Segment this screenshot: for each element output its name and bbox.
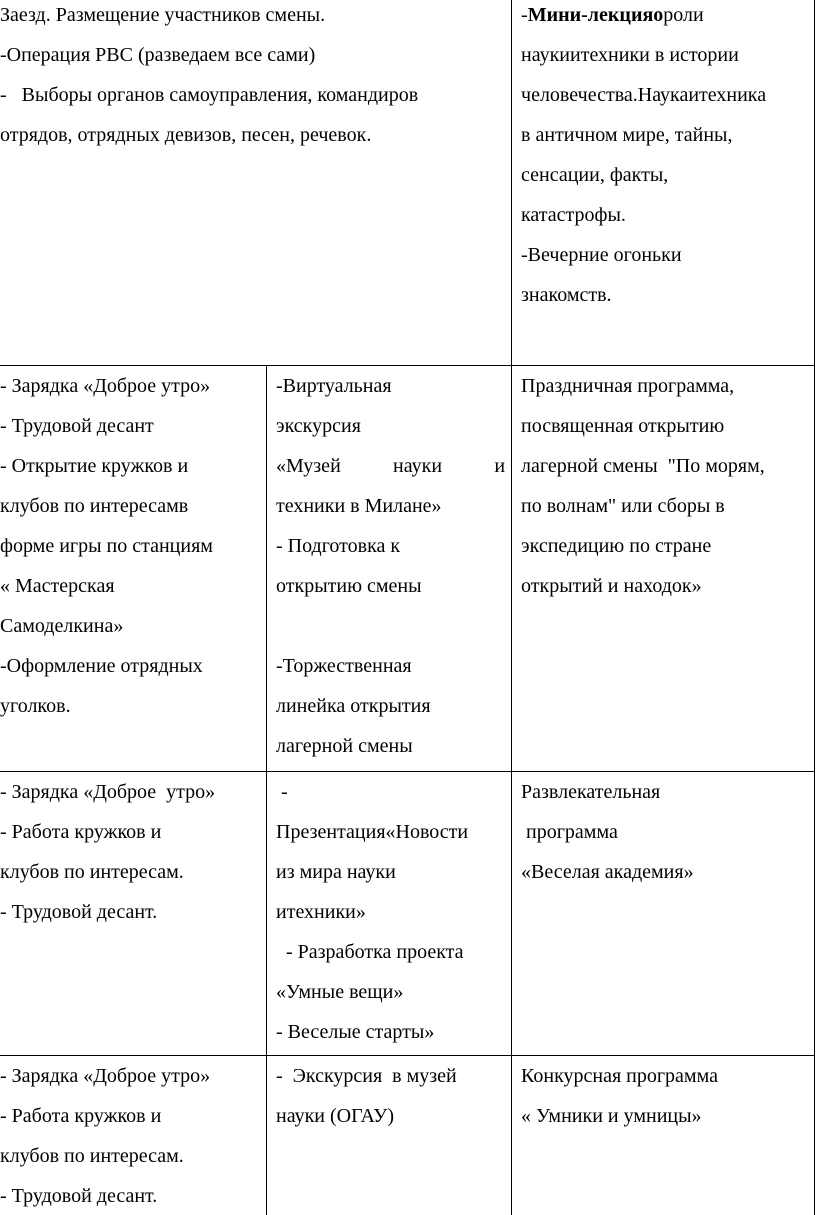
table-row (0, 0, 815, 366)
text-line: - Экскурсия в музей (276, 1065, 457, 1087)
text-line: сенсации, факты, (521, 164, 669, 186)
text-line: посвященная открытию (521, 415, 725, 437)
text-line: - Разработка проекта (276, 941, 464, 963)
text-line: итехники» (276, 901, 366, 923)
text-line: Презентация«Новости (276, 821, 469, 843)
table-row (0, 366, 815, 772)
text-line: -Виртуальная (276, 375, 392, 397)
text-line: клубов по интересам. (0, 861, 184, 883)
table-row (0, 1056, 815, 1215)
text-line: - (276, 781, 288, 803)
day3-morning-cell (0, 772, 267, 1056)
lecture-prefix: - (521, 4, 528, 26)
text-line: « Мастерская (0, 575, 115, 597)
day3-evening-cell (512, 772, 815, 1056)
text-line: экспедицию по стране (521, 535, 712, 557)
text-line: - Работа кружков и (0, 1105, 162, 1127)
day2-evening-cell (512, 366, 815, 772)
text-line: - Трудовой десант (0, 415, 154, 437)
text-line: лагерной смены (276, 735, 413, 757)
text-line: программа (521, 821, 618, 843)
text-line: отрядов, отрядных девизов, песен, речевок. (0, 124, 372, 146)
text-line: -Оформление отрядных (0, 655, 203, 677)
text-line: -Операция РВС (разведаем все сами) (0, 44, 316, 66)
text-line: Заезд. Размещение участников смены. (0, 4, 326, 26)
lecture-rest: роли (663, 4, 704, 26)
text-line: - Трудовой десант. (0, 1185, 158, 1207)
paragraph-gap (276, 606, 505, 646)
day2-afternoon-cell (267, 366, 512, 772)
text-line: «Музей науки и (276, 455, 506, 477)
text-line: - Работа кружков и (0, 821, 162, 843)
text-line: знакомств. (521, 284, 612, 306)
text-line: - Трудовой десант. (0, 901, 158, 923)
text-line: клубов по интересам. (0, 1145, 184, 1167)
day4-morning-cell (0, 1056, 267, 1215)
text-line: - Веселые старты» (276, 1021, 435, 1043)
day2-morning-cell (0, 366, 267, 772)
text-line: техники в Милане» (276, 495, 442, 517)
text-line: лагерной смены "По морям, (521, 455, 765, 477)
text-line: Развлекательная (521, 781, 661, 803)
text-line: Конкурсная программа (521, 1065, 718, 1087)
text-line: - Зарядка «Доброе утро» (0, 375, 211, 397)
day1-activities-cell (0, 0, 512, 366)
day1-evening-cell (512, 0, 815, 366)
text-line: клубов по интересамв (0, 495, 189, 517)
text-line: наукиитехники в истории (521, 44, 739, 66)
text-line: -Торжественная (276, 655, 412, 677)
text-line: из мира науки (276, 861, 396, 883)
text-line: форме игры по станциям (0, 535, 213, 557)
text-line: «Умные вещи» (276, 981, 404, 1003)
text-line: - Подготовка к (276, 535, 401, 557)
text-line: - Открытие кружков и (0, 455, 189, 477)
day3-afternoon-cell (267, 772, 512, 1056)
text-line: Праздничная программа, (521, 375, 735, 397)
text-line: - Зарядка «Доброе утро» (0, 1065, 211, 1087)
lecture-line (521, 0, 808, 35)
text-line: уголков. (0, 695, 71, 717)
text-line: « Умники и умницы» (521, 1105, 702, 1127)
text-line: человечества.Наукаитехника (521, 84, 767, 106)
text-line: экскурсия (276, 415, 361, 437)
text-line: в античном мире, тайны, (521, 124, 733, 146)
text-line: Самоделкина» (0, 615, 124, 637)
text-line: линейка открытия (276, 695, 431, 717)
text-line: - Зарядка «Доброе утро» (0, 781, 216, 803)
text-line: науки (ОГАУ) (276, 1105, 394, 1127)
text-line: -Вечерние огоньки (521, 244, 682, 266)
text-line: открытию смены (276, 575, 422, 597)
table-row (0, 772, 815, 1056)
lecture-title: Мини-лекцияо (527, 4, 664, 26)
text-line: катастрофы. (521, 204, 626, 226)
text-line: открытий и находок» (521, 575, 702, 597)
text-line: - Выборы органов самоуправления, командиров (0, 84, 419, 106)
text-line: по волнам" или сборы в (521, 495, 725, 517)
day4-evening-cell (512, 1056, 815, 1215)
text-line: «Веселая академия» (521, 861, 694, 883)
day4-afternoon-cell (267, 1056, 512, 1215)
